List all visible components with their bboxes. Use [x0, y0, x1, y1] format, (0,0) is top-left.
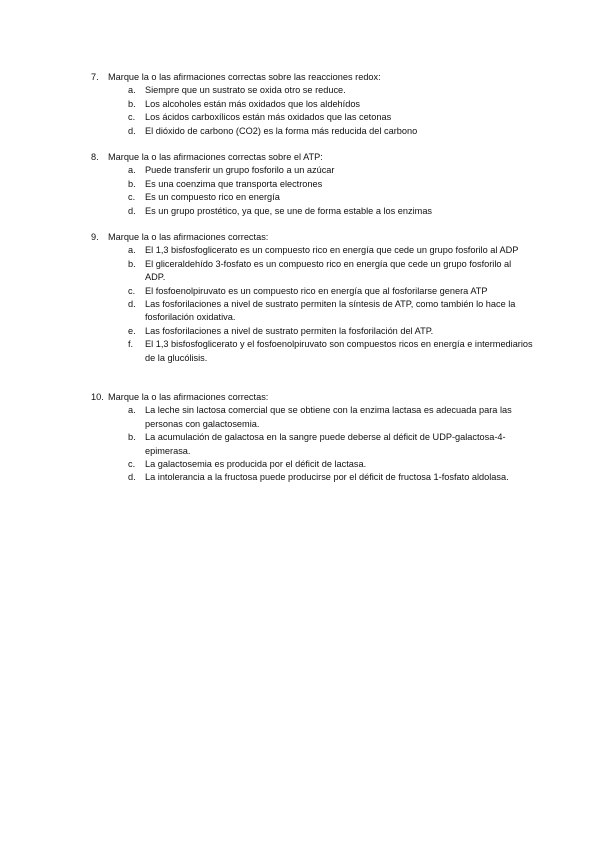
option-item	[91, 98, 541, 111]
option-letter: b.	[128, 432, 136, 443]
option-letter: c.	[128, 192, 136, 203]
option-item	[91, 164, 541, 177]
option-item	[91, 338, 541, 365]
option-item	[91, 325, 541, 338]
option-letter: a.	[128, 245, 136, 256]
option-text: La galactosemia es producida por el déficit de lactasa.	[145, 459, 367, 470]
option-text: La acumulación de galactosa en la sangre puede deberse al déficit de UDP-galactosa-4-epimerasa.	[145, 432, 506, 456]
option-item	[91, 205, 541, 218]
option-item	[91, 458, 541, 471]
option-text: Las fosforilaciones a nivel de sustrato permiten la síntesis de ATP, como también lo hace la fosforilación oxidativa.	[145, 299, 516, 323]
option-letter: a.	[128, 165, 136, 176]
option-item	[91, 178, 541, 191]
option-text: El fosfoenolpiruvato es un compuesto rico en energía que al fosforilarse genera ATP	[145, 285, 488, 296]
option-item	[91, 84, 541, 97]
option-text: Las fosforilaciones a nivel de sustrato permiten la fosforilación del ATP.	[145, 325, 434, 336]
option-text: La intolerancia a la fructosa puede producirse por el déficit de fructosa 1-fosfato aldolasa.	[145, 472, 509, 483]
option-item	[91, 125, 541, 138]
option-text: Es un grupo prostético, ya que, se une de forma estable a los enzimas	[145, 205, 433, 216]
option-list	[91, 404, 541, 484]
option-letter: a.	[128, 85, 136, 96]
option-letter: c.	[128, 285, 136, 296]
option-letter: b.	[128, 178, 136, 189]
option-item	[91, 471, 541, 484]
question-header	[91, 391, 541, 404]
option-list	[91, 164, 541, 218]
option-item	[91, 298, 541, 325]
option-text: Es un compuesto rico en energía	[145, 192, 280, 203]
option-item	[91, 191, 541, 204]
question-text: Marque la o las afirmaciones correctas:	[108, 392, 269, 402]
option-letter: d.	[128, 472, 136, 483]
option-letter: e.	[128, 325, 136, 336]
option-item	[91, 111, 541, 124]
option-text: El 1,3 bisfosfoglicerato y el fosfoenolpiruvato son compuestos ricos en energía e intermediarios de la glucólisis.	[145, 339, 533, 363]
question-number: 10.	[91, 392, 104, 402]
question-7	[91, 71, 541, 138]
question-9	[91, 231, 541, 365]
option-letter: d.	[128, 205, 136, 216]
option-item	[91, 244, 541, 257]
option-text: El gliceraldehído 3-fosfato es un compuesto rico en energía que cede un grupo fosforilo al ADP.	[145, 258, 512, 283]
option-item	[91, 431, 541, 458]
option-text: El dióxido de carbono (CO2) es la forma más reducida del carbono	[145, 125, 418, 136]
question-text: Marque la o las afirmaciones correctas:	[108, 232, 269, 242]
option-text: Siempre que un sustrato se oxida otro se reduce.	[145, 85, 346, 96]
option-list	[91, 84, 541, 138]
option-text: Puede transferir un grupo fosforilo a un azúcar	[145, 165, 335, 176]
question-header	[91, 151, 541, 164]
question-8	[91, 151, 541, 218]
option-text: Los ácidos carboxílicos están más oxidados que las cetonas	[145, 112, 392, 123]
question-header	[91, 71, 541, 84]
option-letter: d.	[128, 125, 136, 136]
question-10	[91, 391, 541, 485]
option-text: Los alcoholes están más oxidados que los aldehídos	[145, 98, 361, 109]
option-letter: c.	[128, 459, 136, 470]
question-number: 7.	[91, 72, 99, 82]
question-header	[91, 231, 541, 244]
option-text: La leche sin lactosa comercial que se obtiene con la enzima lactasa es adecuada para las personas con galactosemia.	[145, 405, 512, 429]
option-list	[91, 244, 541, 365]
question-text: Marque la o las afirmaciones correctas sobre las reacciones redox:	[108, 72, 381, 82]
option-item	[91, 285, 541, 298]
question-text: Marque la o las afirmaciones correctas sobre el ATP:	[108, 152, 323, 162]
option-letter: c.	[128, 112, 136, 123]
option-letter: b.	[128, 98, 136, 109]
option-letter: f.	[128, 339, 134, 350]
question-number: 9.	[91, 232, 99, 242]
option-text: Es una coenzima que transporta electrones	[145, 178, 323, 189]
option-item	[91, 404, 541, 431]
option-letter: a.	[128, 405, 136, 416]
option-text: El 1,3 bisfosfoglicerato es un compuesto rico en energía que cede un grupo fosforilo al ADP	[145, 245, 519, 256]
option-letter: b.	[128, 258, 136, 269]
option-letter: d.	[128, 299, 136, 310]
option-item	[91, 258, 541, 285]
question-number: 8.	[91, 152, 99, 162]
